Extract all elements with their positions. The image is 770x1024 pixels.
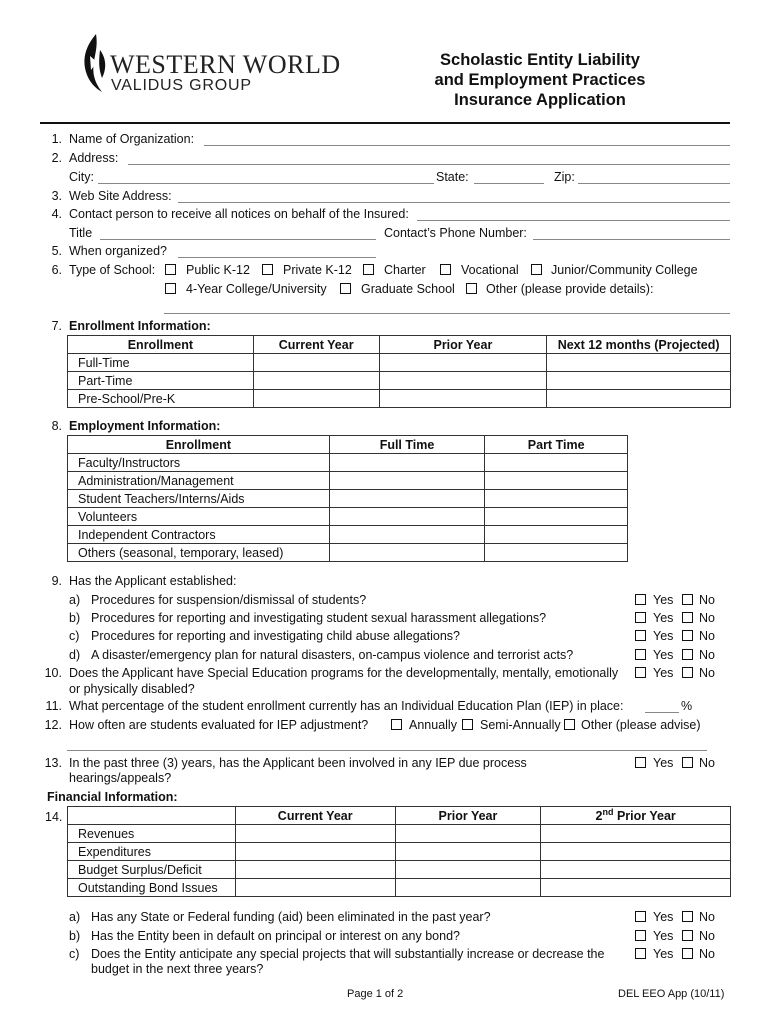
annually-label: Annually: [409, 718, 457, 732]
table-cell[interactable]: [547, 390, 731, 408]
table-cell[interactable]: [379, 390, 547, 408]
row-label: Budget Surplus/Deficit: [68, 861, 236, 879]
enrollment-header: Enrollment: [68, 336, 254, 354]
row-label: Faculty/Instructors: [68, 454, 330, 472]
financial-blank-header: [68, 807, 236, 825]
q4-number: 4.: [51, 207, 62, 221]
other-frequency-details-field[interactable]: [67, 750, 707, 751]
q14b-yes-checkbox[interactable]: [635, 930, 646, 941]
projected-header: Next 12 months (Projected): [547, 336, 731, 354]
table-cell[interactable]: [253, 354, 379, 372]
iep-percentage-field[interactable]: [645, 712, 679, 713]
zip-label: Zip:: [554, 170, 575, 184]
private-k12-label: Private K-12: [283, 263, 352, 277]
charter-label: Charter: [384, 263, 426, 277]
q10-no-label: No: [699, 666, 715, 680]
q1-label: Name of Organization:: [69, 132, 195, 146]
table-cell[interactable]: [485, 508, 628, 526]
organization-name-field[interactable]: [204, 145, 730, 146]
vocational-label: Vocational: [461, 263, 519, 277]
q14a-no-label: No: [699, 910, 715, 924]
q6-label: Type of School:: [69, 263, 156, 277]
q14b-no-label: No: [699, 929, 715, 943]
table-cell[interactable]: [541, 861, 731, 879]
form-code: DEL EEO App (10/11): [618, 988, 725, 1000]
table-cell[interactable]: [235, 879, 395, 897]
q9c-yes-label: Yes: [653, 629, 674, 643]
q14c-yes-label: Yes: [653, 947, 674, 961]
table-row: [68, 825, 731, 843]
state-label: State:: [436, 170, 469, 184]
q9a-text: Procedures for suspension/dismissal of students?: [91, 593, 367, 607]
q3-number: 3.: [51, 189, 62, 203]
q10-yes-label: Yes: [653, 666, 674, 680]
table-cell[interactable]: [485, 472, 628, 490]
q9c-no-checkbox[interactable]: [682, 630, 693, 641]
q13-no-label: No: [699, 756, 715, 770]
table-cell[interactable]: [395, 825, 541, 843]
logo-sub-text: VALIDUS GROUP: [111, 77, 252, 94]
q9c-letter: c): [69, 629, 80, 643]
table-cell[interactable]: [235, 861, 395, 879]
second-num: 2: [595, 809, 603, 824]
q9c-text: Procedures for reporting and investigating child abuse allegations?: [91, 629, 460, 643]
q9a-yes-label: Yes: [653, 593, 674, 607]
logo-main-text: WESTERN WORLD: [110, 50, 341, 79]
row-label: Expenditures: [68, 843, 236, 861]
logo-mark-icon: [80, 32, 110, 94]
table-row: [68, 454, 628, 472]
q9b-text: Procedures for reporting and investigating student sexual harassment allegations?: [91, 611, 547, 625]
table-cell[interactable]: [253, 372, 379, 390]
q14c-no-label: No: [699, 947, 715, 961]
q2-number: 2.: [51, 151, 62, 165]
phone-label: Contact’s Phone Number:: [384, 226, 527, 240]
state-field[interactable]: [474, 183, 544, 184]
city-label: City:: [69, 170, 94, 184]
percent-sign: %: [681, 699, 693, 713]
contact-person-field[interactable]: [417, 220, 730, 221]
q7-label: Enrollment Information:: [69, 319, 211, 333]
table-row: [68, 490, 628, 508]
employment-enrollment-header: Enrollment: [68, 436, 330, 454]
table-cell[interactable]: [541, 825, 731, 843]
q14b-letter: b): [69, 929, 81, 943]
table-row: [68, 372, 731, 390]
q14c-line2: budget in the next three years?: [91, 962, 264, 976]
q13-line1: In the past three (3) years, has the Applicant been involved in any IEP due process: [69, 756, 527, 770]
q9d-yes-checkbox[interactable]: [635, 649, 646, 660]
q14a-yes-checkbox[interactable]: [635, 911, 646, 922]
q10-yes-checkbox[interactable]: [635, 667, 646, 678]
q9d-text: A disaster/emergency plan for natural disasters, on-campus violence and terrorist acts?: [91, 648, 574, 662]
table-row: [68, 861, 731, 879]
q5-label: When organized?: [69, 244, 167, 258]
q5-number: 5.: [51, 244, 62, 258]
table-row: [68, 354, 731, 372]
table-row: [68, 843, 731, 861]
table-cell[interactable]: [485, 454, 628, 472]
semi-annually-checkbox[interactable]: [462, 719, 473, 730]
table-cell[interactable]: [485, 526, 628, 544]
q14b-text: Has the Entity been in default on principal or interest on any bond?: [91, 929, 460, 943]
q14c-line1: Does the Entity anticipate any special projects that will substantially increase or decrease the: [91, 947, 605, 961]
table-row: [68, 390, 731, 408]
row-label: Full-Time: [68, 354, 254, 372]
title-line-2: and Employment Practices: [434, 71, 646, 89]
contact-title-field[interactable]: [100, 239, 376, 240]
table-row: [68, 544, 628, 562]
table-cell[interactable]: [547, 354, 731, 372]
q14c-yes-checkbox[interactable]: [635, 948, 646, 959]
row-label: Volunteers: [68, 508, 330, 526]
title-line-3: Insurance Application: [454, 91, 626, 109]
q8-label: Employment Information:: [69, 419, 221, 433]
header-divider: [40, 122, 730, 124]
q12-number: 12.: [44, 718, 62, 732]
address-field[interactable]: [128, 164, 730, 165]
document-title: [390, 50, 690, 110]
when-organized-field[interactable]: [178, 257, 376, 258]
title-line-1: Scholastic Entity Liability: [440, 51, 640, 69]
other-school-checkbox[interactable]: [466, 283, 477, 294]
enrollment-table: [67, 335, 731, 408]
second-prior-year-text: Prior Year: [616, 809, 676, 824]
q14a-letter: a): [69, 910, 81, 924]
row-label: Outstanding Bond Issues: [68, 879, 236, 897]
fin-second-prior-year-header: [541, 807, 731, 825]
q9b-yes-label: Yes: [653, 611, 674, 625]
table-row: [68, 472, 628, 490]
q1-number: 1.: [51, 132, 62, 146]
four-year-college-label: 4-Year College/University: [186, 282, 327, 296]
q14b-no-checkbox[interactable]: [682, 930, 693, 941]
junior-college-checkbox[interactable]: [531, 264, 542, 275]
row-label: Student Teachers/Interns/Aids: [68, 490, 330, 508]
table-cell[interactable]: [541, 879, 731, 897]
part-time-header: Part Time: [485, 436, 628, 454]
second-suffix: nd: [602, 807, 614, 818]
zip-field[interactable]: [578, 183, 730, 184]
full-time-header: Full Time: [329, 436, 485, 454]
q14c-letter: c): [69, 947, 80, 961]
table-cell[interactable]: [329, 490, 485, 508]
q13-yes-label: Yes: [653, 756, 674, 770]
semi-annually-label: Semi-Annually: [480, 718, 561, 732]
q9d-letter: d): [69, 648, 81, 662]
table-cell[interactable]: [541, 843, 731, 861]
current-year-header: Current Year: [253, 336, 379, 354]
q9b-letter: b): [69, 611, 81, 625]
private-k12-checkbox[interactable]: [262, 264, 273, 275]
q9a-no-checkbox[interactable]: [682, 594, 693, 605]
graduate-school-label: Graduate School: [361, 282, 455, 296]
q9a-no-label: No: [699, 593, 715, 607]
q14-number: 14.: [45, 810, 63, 824]
table-cell[interactable]: [379, 372, 547, 390]
q9d-yes-label: Yes: [653, 648, 674, 662]
q10-no-checkbox[interactable]: [682, 667, 693, 678]
q4-label: Contact person to receive all notices on behalf of the Insured:: [69, 207, 409, 221]
table-cell[interactable]: [329, 508, 485, 526]
q9c-yes-checkbox[interactable]: [635, 630, 646, 641]
table-cell[interactable]: [253, 390, 379, 408]
row-label: Revenues: [68, 825, 236, 843]
q10-line1: Does the Applicant have Special Education programs for the developmentally, mentally, emotionally: [69, 666, 619, 680]
q9c-no-label: No: [699, 629, 715, 643]
table-cell[interactable]: [235, 825, 395, 843]
fin-current-year-header: Current Year: [235, 807, 395, 825]
graduate-school-checkbox[interactable]: [340, 283, 351, 294]
q12-label: How often are students evaluated for IEP adjustment?: [69, 718, 369, 732]
q9-label: Has the Applicant established:: [69, 574, 237, 588]
row-label: Independent Contractors: [68, 526, 330, 544]
q13-no-checkbox[interactable]: [682, 757, 693, 768]
q13-number: 13.: [44, 756, 62, 770]
table-cell[interactable]: [329, 526, 485, 544]
charter-checkbox[interactable]: [363, 264, 374, 275]
q9b-no-checkbox[interactable]: [682, 612, 693, 623]
q9-number: 9.: [51, 574, 62, 588]
website-field[interactable]: [178, 202, 730, 203]
prior-year-header: Prior Year: [379, 336, 547, 354]
public-k12-label: Public K-12: [186, 263, 250, 277]
q14c-no-checkbox[interactable]: [682, 948, 693, 959]
row-label: Part-Time: [68, 372, 254, 390]
q9d-no-label: No: [699, 648, 715, 662]
city-field[interactable]: [98, 183, 434, 184]
q13-yes-checkbox[interactable]: [635, 757, 646, 768]
fin-prior-year-header: Prior Year: [395, 807, 541, 825]
table-cell[interactable]: [329, 544, 485, 562]
q7-number: 7.: [51, 319, 62, 333]
vocational-checkbox[interactable]: [440, 264, 451, 275]
four-year-college-checkbox[interactable]: [165, 283, 176, 294]
q2-label: Address:: [69, 151, 119, 165]
q9a-letter: a): [69, 593, 81, 607]
q14b-yes-label: Yes: [653, 929, 674, 943]
public-k12-checkbox[interactable]: [165, 264, 176, 275]
annually-checkbox[interactable]: [391, 719, 402, 730]
financial-table: [67, 806, 731, 897]
q14a-text: Has any State or Federal funding (aid) been eliminated in the past year?: [91, 910, 491, 924]
table-cell[interactable]: [329, 472, 485, 490]
table-row: [68, 508, 628, 526]
table-cell[interactable]: [395, 861, 541, 879]
table-cell[interactable]: [485, 544, 628, 562]
other-frequency-label: Other (please advise): [581, 718, 701, 732]
row-label: Others (seasonal, temporary, leased): [68, 544, 330, 562]
table-cell[interactable]: [329, 454, 485, 472]
q11-label: What percentage of the student enrollment currently has an Individual Education Plan (IEP) in place:: [69, 699, 624, 713]
q8-number: 8.: [51, 419, 62, 433]
q14a-yes-label: Yes: [653, 910, 674, 924]
q13-line2: hearings/appeals?: [69, 771, 172, 785]
table-cell[interactable]: [395, 843, 541, 861]
q9b-no-label: No: [699, 611, 715, 625]
financial-heading: Financial Information:: [47, 790, 178, 804]
other-school-details-field[interactable]: [164, 313, 730, 314]
q6-number: 6.: [51, 263, 62, 277]
other-frequency-checkbox[interactable]: [564, 719, 575, 730]
table-row: [68, 879, 731, 897]
table-cell[interactable]: [235, 843, 395, 861]
table-row: [68, 526, 628, 544]
q9d-no-checkbox[interactable]: [682, 649, 693, 660]
other-school-label: Other (please provide details):: [486, 282, 654, 296]
q11-number: 11.: [45, 699, 62, 713]
table-cell[interactable]: [395, 879, 541, 897]
page-number: Page 1 of 2: [347, 988, 404, 1000]
table-cell[interactable]: [485, 490, 628, 508]
row-label: Administration/Management: [68, 472, 330, 490]
q9a-yes-checkbox[interactable]: [635, 594, 646, 605]
contact-phone-field[interactable]: [533, 239, 730, 240]
table-cell[interactable]: [547, 372, 731, 390]
q3-label: Web Site Address:: [69, 189, 172, 203]
q10-number: 10.: [44, 666, 62, 680]
junior-college-label: Junior/Community College: [551, 263, 698, 277]
title-label: Title: [69, 226, 93, 240]
table-cell[interactable]: [379, 354, 547, 372]
q9b-yes-checkbox[interactable]: [635, 612, 646, 623]
q10-line2: or physically disabled?: [69, 682, 195, 696]
company-logo: [80, 32, 360, 104]
employment-table: [67, 435, 628, 562]
q14a-no-checkbox[interactable]: [682, 911, 693, 922]
row-label: Pre-School/Pre-K: [68, 390, 254, 408]
